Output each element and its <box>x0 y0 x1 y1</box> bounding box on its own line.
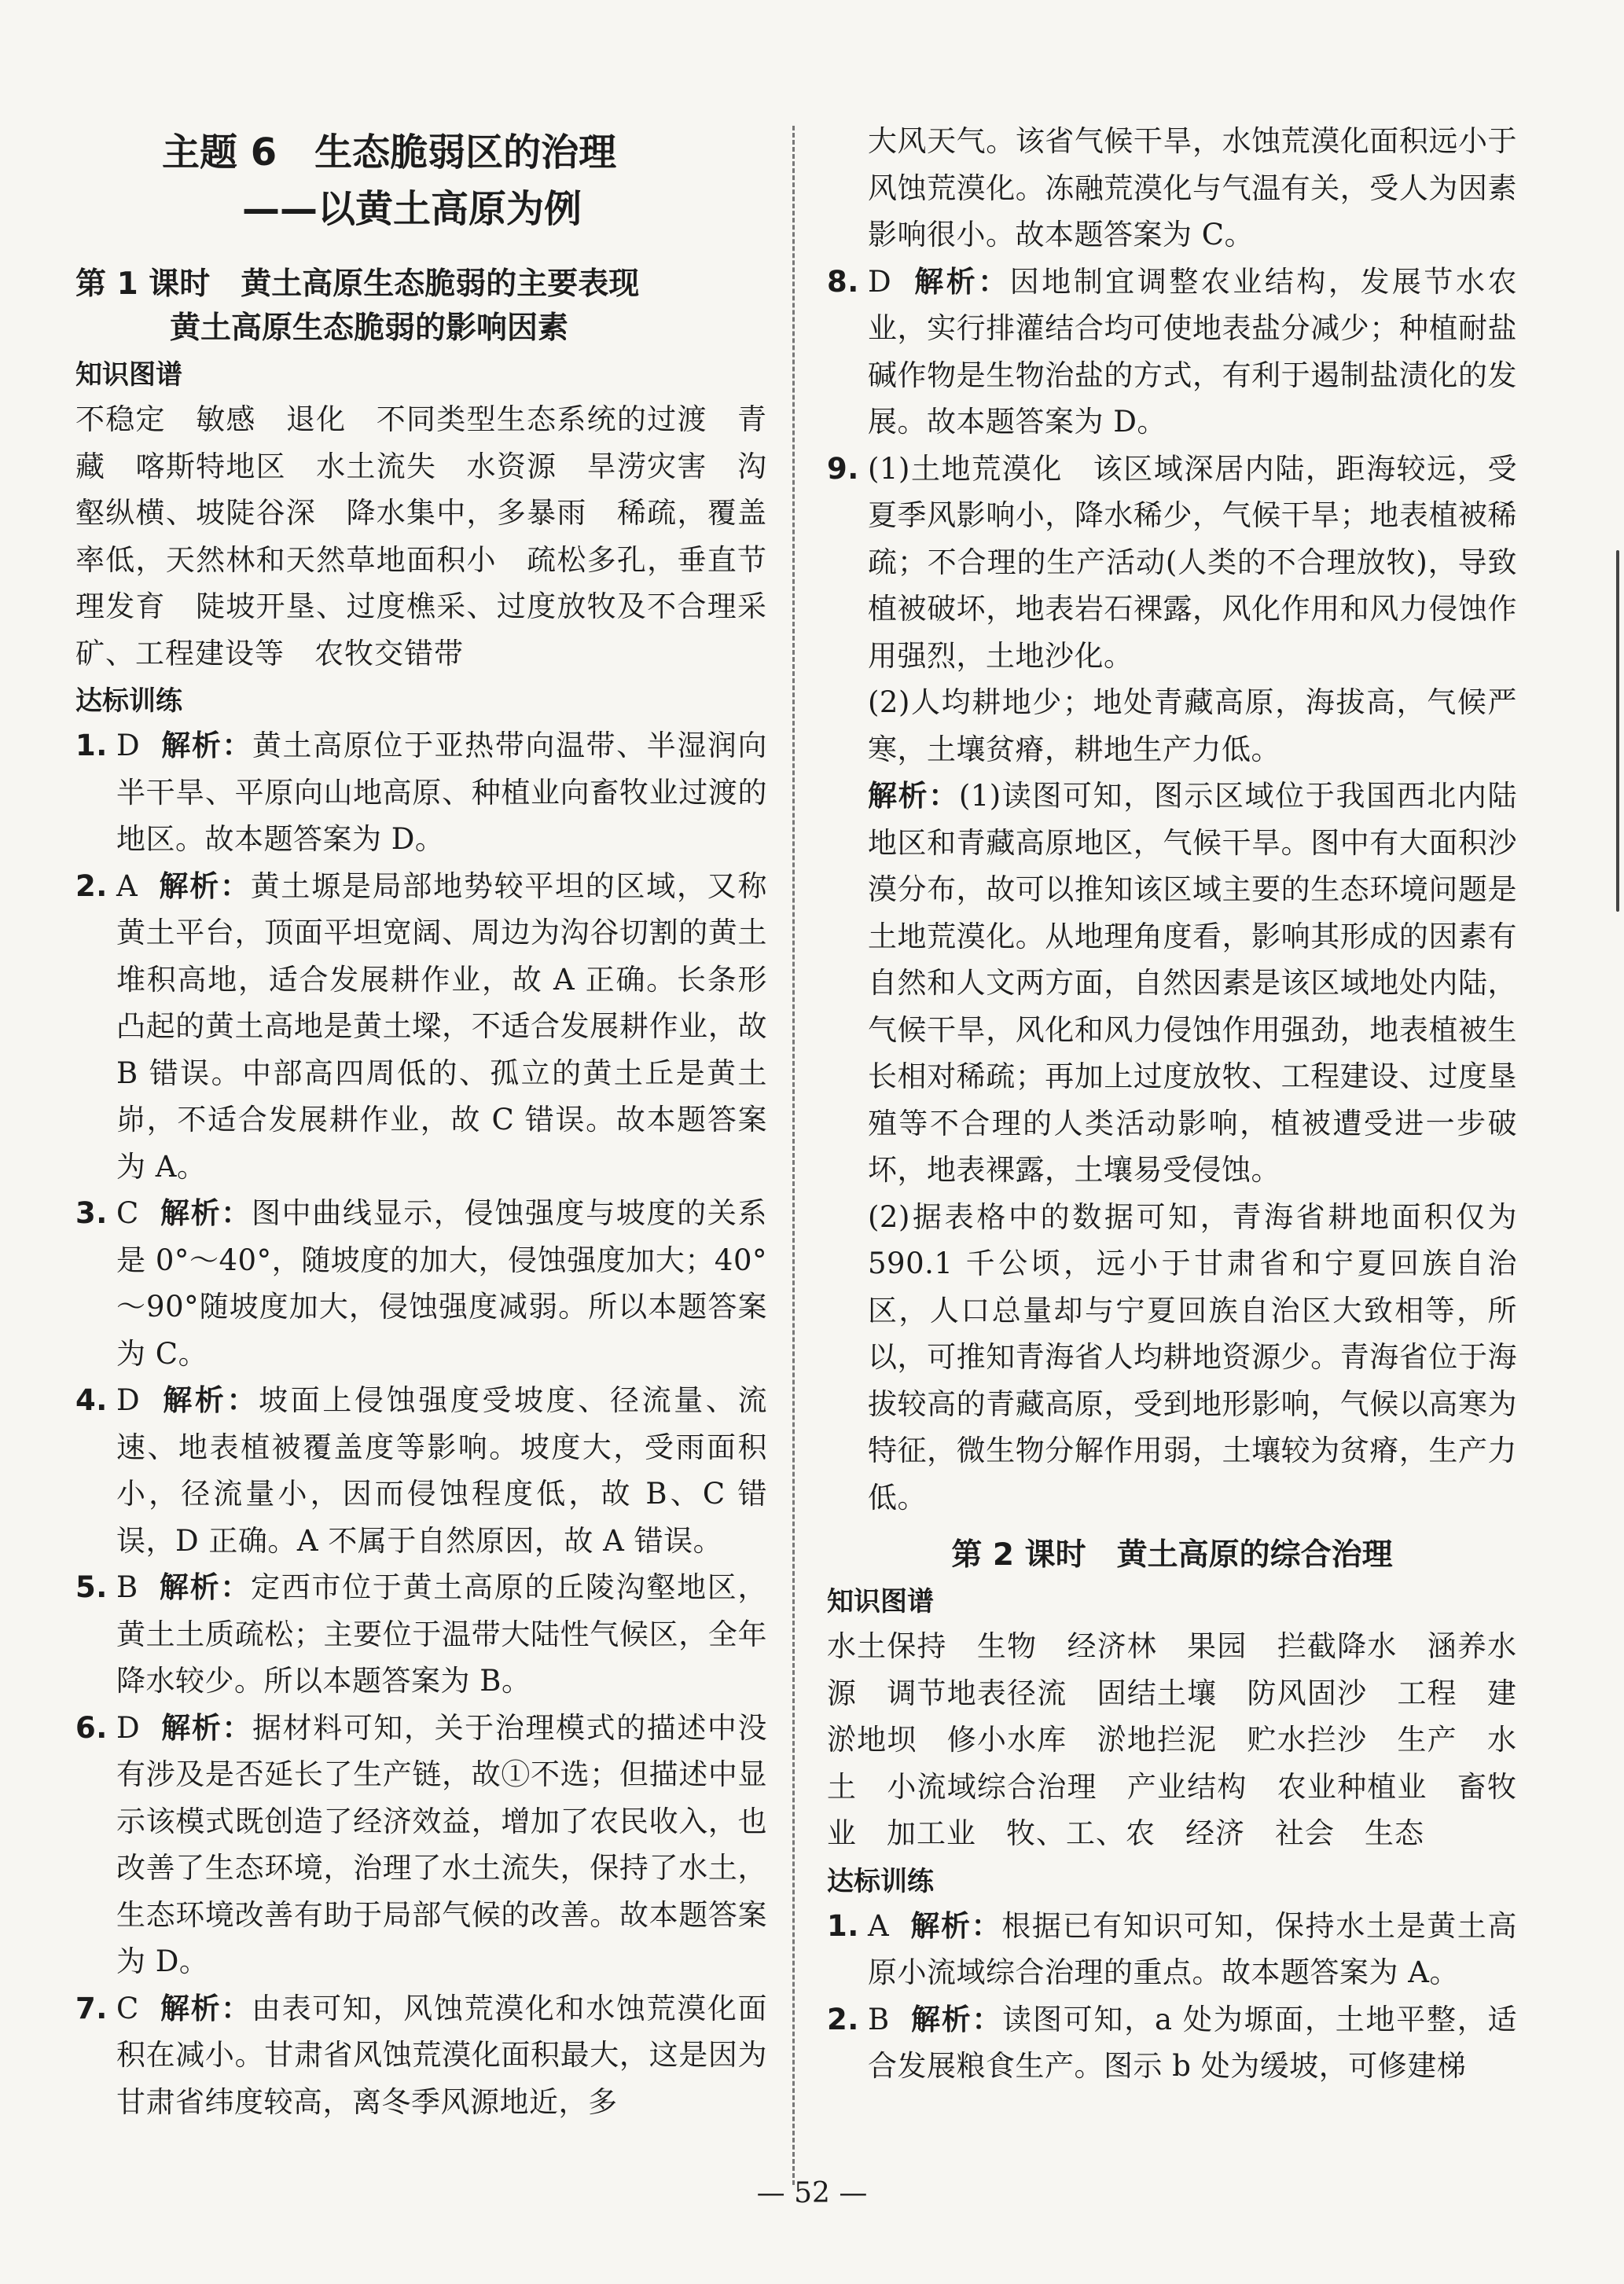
analysis-label: 解析： <box>912 264 1010 299</box>
question-2 <box>75 863 767 1191</box>
question-1 <box>75 722 767 863</box>
answer-letter: B <box>116 1570 138 1604</box>
analysis-text: 图中曲线显示，侵蚀强度与坡度的关系是 0°～40°，随坡度的加大，侵蚀强度加大；40°～90°随坡度加大，侵蚀强度减弱。所以本题答案为 C。 <box>116 1196 768 1371</box>
answer-letter: A <box>116 868 138 903</box>
question-number: 9. <box>827 451 859 486</box>
analysis-label: 解析： <box>909 1908 1002 1943</box>
question-number: 6. <box>75 1710 108 1745</box>
question-3 <box>75 1190 767 1377</box>
analysis-text: 定西市位于黄土高原的丘陵沟壑地区，黄土土质疏松；主要位于温带大陆性气候区，全年降水较少。所以本题答案为 B。 <box>116 1570 767 1698</box>
question-number: 1. <box>827 1908 859 1943</box>
answer-letter: C <box>116 1991 139 2025</box>
question-8 <box>827 259 1517 446</box>
lesson2-title: 第 2 课时 黄土高原的综合治理 <box>951 1537 1393 1573</box>
analysis-text: 黄土高原位于亚热带向温带、半湿润向半干旱、平原向山地高原、种植业向畜牧业过渡的地区。故本题答案为 D。 <box>116 729 768 856</box>
analysis-label: 解析： <box>909 2002 1003 2036</box>
answer-letter: D <box>868 264 892 299</box>
lesson2-question-2 <box>827 1996 1517 2090</box>
question-number: 2. <box>75 868 108 903</box>
right-column <box>827 118 1517 2090</box>
column-divider <box>792 126 795 2185</box>
analysis-text: 因地制宜调整农业结构，发展节水农业，实行排灌结合均可使地表盐分减少；种植耐盐碱作物是生物治盐的方式，有利于遏制盐渍化的发展。故本题答案为 D。 <box>868 264 1518 439</box>
question-number: 3. <box>75 1196 108 1230</box>
page-edge-mark <box>1616 550 1619 912</box>
analysis-text: 由表可知，风蚀荒漠化和水蚀荒漠化面积在减小。甘肃省风蚀荒漠化面积最大，这是因为甘肃省纬度较高，离冬季风源地近，多 <box>116 1991 768 2119</box>
analysis-label: 解析： <box>868 779 959 813</box>
practice-heading: 达标训练 <box>75 685 182 717</box>
analysis-label: 解析： <box>160 729 253 762</box>
lesson1-title-line2: 黄土高原生态脆弱的影响因素 <box>170 310 569 346</box>
answer-letter: D <box>116 1383 141 1417</box>
page-number: — 52 — <box>756 2177 868 2209</box>
question-9-analysis1 <box>827 773 1517 1194</box>
answer-letter: A <box>868 1908 890 1943</box>
knowledge-map-text-2: 水土保持 生物 经济林 果园 拦截降水 涵养水源 调节地表径流 固结土壤 防风固沙 工程 建淤地坝 修小水库 淤地拦泥 贮水拦沙 生产 水土 小流域综合治理 产业结构 农业种植业 畜牧业 加工业 牧、工、农 经济 社会 生态 <box>827 1629 1517 1850</box>
analysis-label: 解析： <box>159 1991 252 2025</box>
lesson2-question-1 <box>827 1903 1517 1996</box>
question-number: 8. <box>827 264 859 299</box>
analysis-label: 解析： <box>158 868 251 903</box>
topic-title: 主题 6 生态脆弱区的治理 <box>162 130 617 174</box>
analysis-text: 坡面上侵蚀强度受坡度、径流量、流速、地表植被覆盖度等影响。坡度大，受雨面积小，径流量小，因而侵蚀程度低，故 B、C 错误，D 正确。A 不属于自然原因，故 A 错误。 <box>116 1383 768 1558</box>
question-5 <box>75 1564 767 1705</box>
knowledge-map-heading-2: 知识图谱 <box>827 1586 934 1618</box>
question-9-part2: (2)人均耕地少；地处青藏高原，海拔高，气候严寒，土壤贫瘠，耕地生产力低。 <box>868 685 1517 766</box>
question-9-part1 <box>827 446 1517 680</box>
lesson1-title-line1: 第 1 课时 黄土高原生态脆弱的主要表现 <box>75 266 640 302</box>
analysis-text: (1)读图可知，图示区域位于我国西北内陆地区和青藏高原地区，气候干旱。图中有大面积沙漠分布，故可以推知该区域主要的生态环境问题是土地荒漠化。从地理角度看，影响其形成的因素有自然和人文两方面，自然因素是该区域地处内陆，气候干旱，风化和风力侵蚀作用强劲，地表植被生长相对稀疏；再加上过度放牧、工程建设、过度垦殖等不合理的人类活动影响，植被遭受进一步破坏，地表裸露，土壤易受侵蚀。 <box>868 779 1517 1187</box>
question-number: 7. <box>75 1991 108 2025</box>
analysis-label: 解析： <box>160 1710 253 1745</box>
answer-letter: C <box>116 1196 139 1230</box>
knowledge-map-heading: 知识图谱 <box>75 359 182 391</box>
left-column <box>75 118 767 2125</box>
answer-letter: D <box>116 729 141 762</box>
answer-letter: B <box>868 2002 890 2036</box>
analysis-text: 黄土塬是局部地势较平坦的区域，又称黄土平台，顶面平坦宽阔、周边为沟谷切割的黄土堆积高地，适合发展耕作业，故 A 正确。长条形凸起的黄土高地是黄土墚，不适合发展耕作业，故 B 错误。中部高四周低的、孤立的黄土丘是黄土峁，不适合发展耕作业，故 C 错误。故本题答案为 A。 <box>116 868 767 1184</box>
knowledge-map-text: 不稳定 敏感 退化 不同类型生态系统的过渡 青藏 喀斯特地区 水土流失 水资源 旱涝灾害 沟壑纵横、坡陡谷深 降水集中，多暴雨 稀疏，覆盖率低，天然林和天然草地面积小 疏松多孔，垂直节理发育 陡坡开垦、过度樵采、过度放牧及不合理采矿、工程建设等 农牧交错带 <box>75 402 767 670</box>
answer-part1-text: (1)土地荒漠化 该区域深居内陆，距海较远，受夏季风影响小，降水稀少，气候干旱；地表植被稀疏；不合理的生产活动(人类的不合理放牧)，导致植被破坏，地表岩石裸露，风化作用和风力侵蚀作用强烈，土地沙化。 <box>868 451 1517 673</box>
analysis-label: 解析： <box>159 1196 252 1230</box>
question-7 <box>75 1985 767 2126</box>
analysis-text: 读图可知，a 处为塬面，土地平整，适合发展粮食生产。图示 b 处为缓坡，可修建梯 <box>868 2002 1517 2083</box>
question-number: 4. <box>75 1383 108 1417</box>
question-6 <box>75 1705 767 1985</box>
answer-letter: D <box>116 1710 141 1745</box>
question-7-continued: 大风天气。该省气候干旱，水蚀荒漠化面积远小于风蚀荒漠化。冻融荒漠化与气温有关，受人为因素影响很小。故本题答案为 C。 <box>868 124 1517 252</box>
question-number: 5. <box>75 1570 108 1604</box>
analysis-label: 解析： <box>160 1383 259 1417</box>
question-number: 2. <box>827 2002 859 2036</box>
topic-subtitle: ——以黄土高原为例 <box>242 187 582 231</box>
analysis-text: 据材料可知，关于治理模式的描述中没有涉及是否延长了生产链，故①不选；但描述中显示该模式既创造了经济效益，增加了农民收入，也改善了生态环境，治理了水土流失，保持了水土，生态环境改善有助于局部气候的改善。故本题答案为 D。 <box>116 1710 768 1978</box>
analysis-text: 根据已有知识可知，保持水土是黄土高原小流域综合治理的重点。故本题答案为 A。 <box>868 1908 1518 1989</box>
question-number: 1. <box>75 729 108 762</box>
question-9-analysis2: (2)据表格中的数据可知，青海省耕地面积仅为 590.1 千公顷，远小于甘肃省和宁夏回族自治区，人口总量却与宁夏回族自治区大致相等，所以，可推知青海省人均耕地资源少。青海省位于海拔较高的青藏高原，受到地形影响，气候以高寒为特征，微生物分解作用弱，土壤较为贫瘠，生产力低。 <box>868 1199 1517 1515</box>
question-4 <box>75 1377 767 1564</box>
practice-heading-2: 达标训练 <box>827 1865 934 1897</box>
analysis-label: 解析： <box>158 1570 252 1604</box>
